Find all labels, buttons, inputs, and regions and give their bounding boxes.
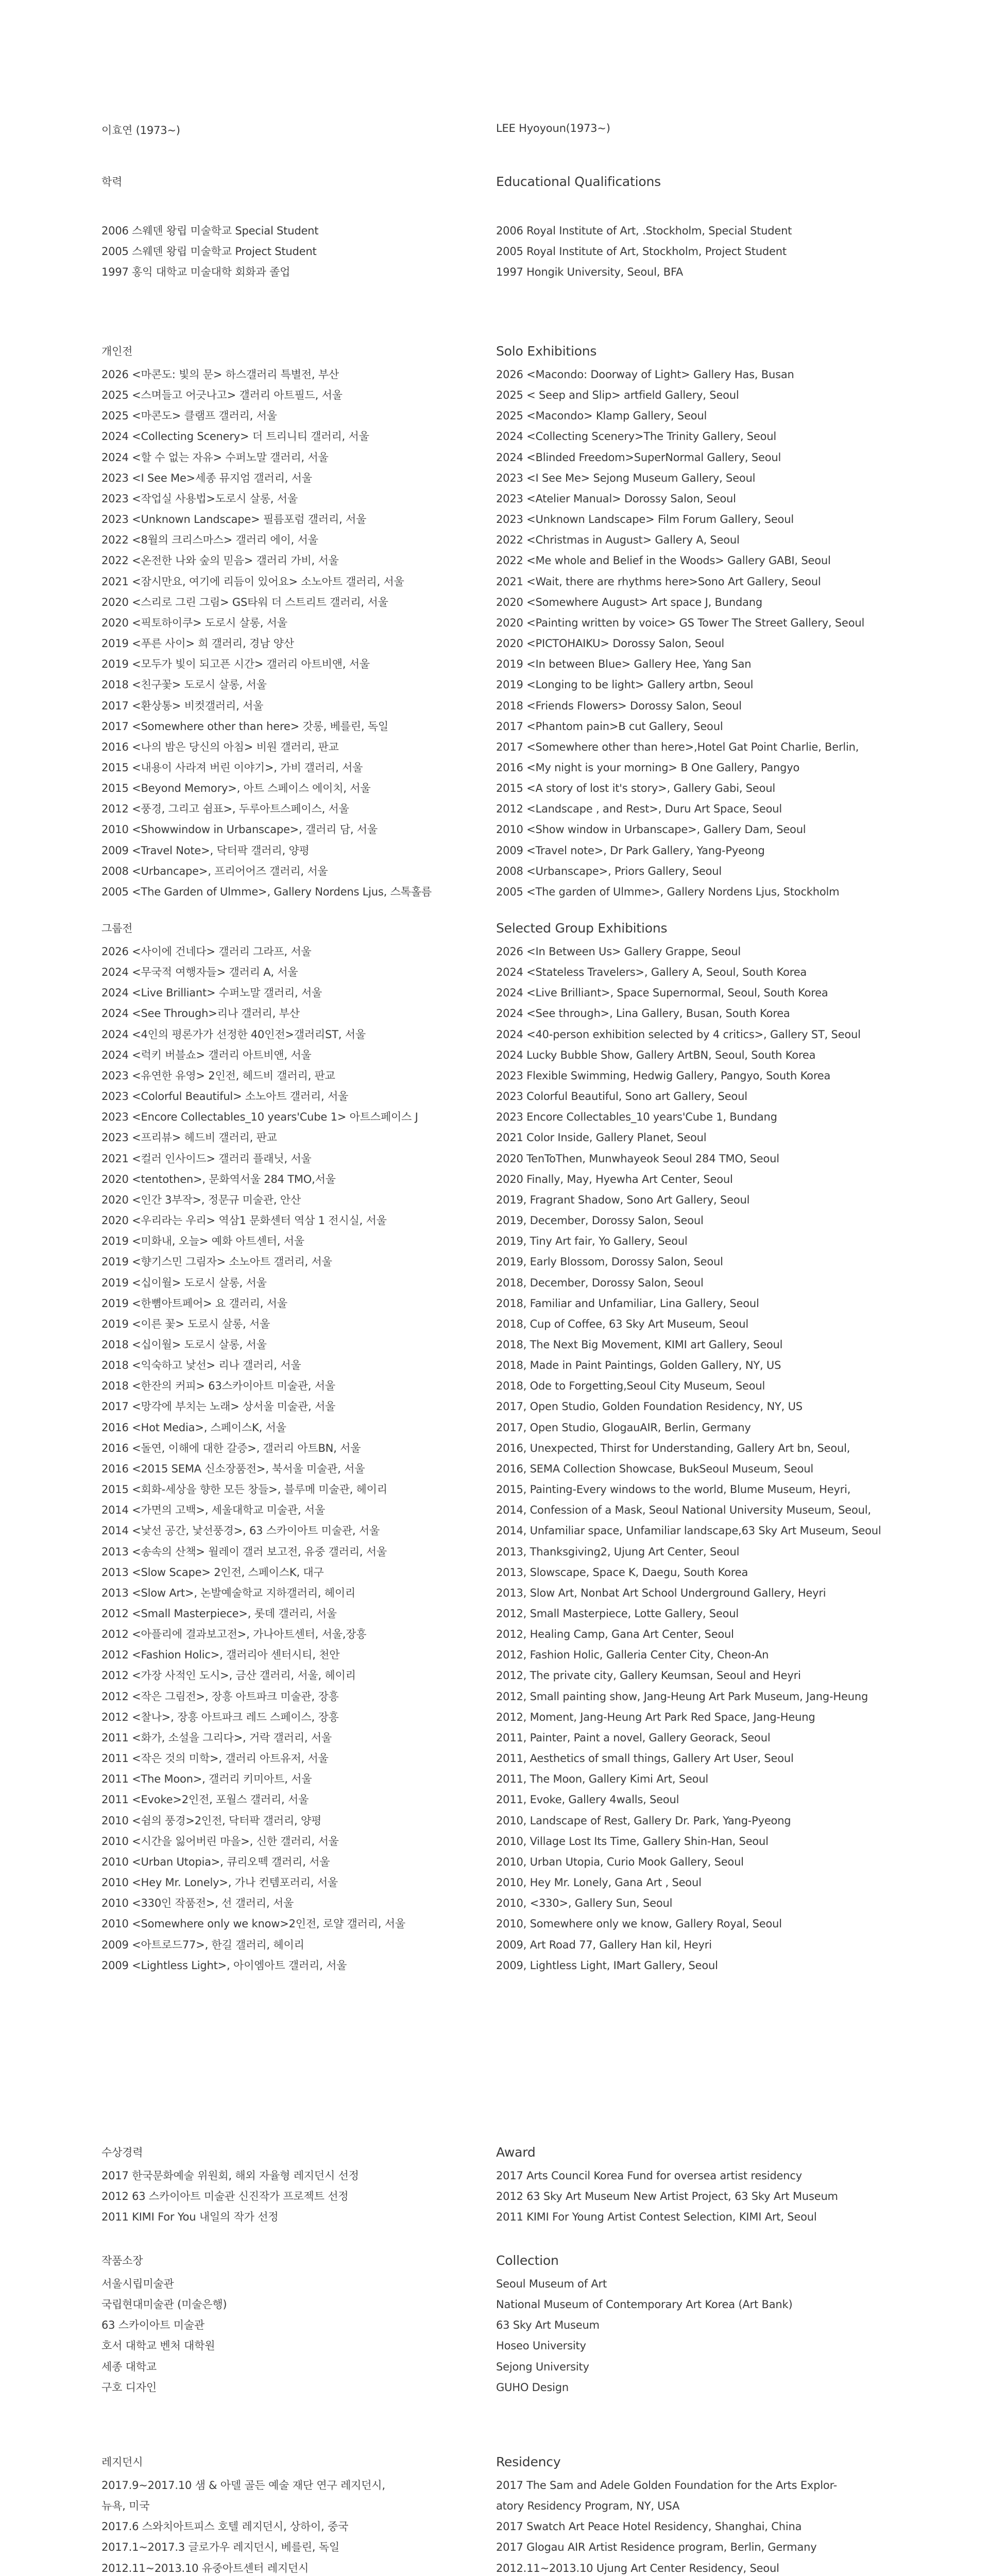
section-title: Residency bbox=[496, 2454, 561, 2469]
list-item: 2019, December, Dorossy Salon, Seoul bbox=[496, 1214, 704, 1227]
list-item: 2006 Royal Institute of Art, .Stockholm, Special Student bbox=[496, 225, 792, 237]
list-item: 2026 <Macondo: Doorway of Light> Gallery Has, Busan bbox=[496, 368, 794, 381]
list-item: 2018 <친구꽃> 도로시 살롱, 서울 bbox=[101, 679, 267, 691]
list-item: 2008 <Urbanscape>, Priors Gallery, Seoul bbox=[496, 865, 722, 877]
section-title: Award bbox=[496, 2145, 536, 2160]
list-item: 2017 한국문화예술 위원회, 해외 자율형 레지던시 선정 bbox=[101, 2170, 359, 2182]
section-title: 레지던시 bbox=[101, 2456, 143, 2468]
list-item: 2018 <한잔의 커피> 63스카이아트 미술관, 서울 bbox=[101, 1380, 335, 1393]
list-item: 1997 홍익 대학교 미술대학 회화과 졸업 bbox=[101, 266, 291, 279]
list-item: 2023 <I See Me>세종 뮤지엄 갤러리, 서울 bbox=[101, 471, 312, 484]
list-item: 2012, Moment, Jang-Heung Art Park Red Space, Jang-Heung bbox=[496, 1710, 815, 1723]
list-item: 2025 <Macondo> Klamp Gallery, Seoul bbox=[496, 410, 707, 422]
list-item: 2009 <아트로드77>, 한길 갤러리, 헤이리 bbox=[101, 1938, 304, 1951]
list-item: 2023 <유연한 유영> 2인전, 헤드비 갤러리, 판교 bbox=[101, 1069, 335, 1082]
list-item: 2010 <330인 작품전>, 선 갤러리, 서울 bbox=[101, 1897, 294, 1910]
list-item: 2009 <Travel note>, Dr Park Gallery, Yang-Pyeong bbox=[496, 844, 765, 857]
list-item: 2021 <Wait, there are rhythms here>Sono Art Gallery, Seoul bbox=[496, 575, 821, 588]
list-item: 2024 <Stateless Travelers>, Gallery A, Seoul, South Korea bbox=[496, 966, 807, 979]
list-item: 2024 <Blinded Freedom>SuperNormal Gallery, Seoul bbox=[496, 451, 781, 464]
education-list bbox=[101, 221, 462, 282]
list-item: 2009, Lightless Light, IMart Gallery, Seoul bbox=[496, 1959, 718, 1972]
list-item: 2011 <작은 것의 미학>, 갤러리 아트유저, 서울 bbox=[101, 1752, 329, 1765]
solo-section-ko bbox=[101, 344, 462, 902]
artist-name-ko: 이효연 (1973~) bbox=[101, 124, 180, 137]
list-item: 2005 <The garden of Ulmme>, Gallery Nordens Ljus, Stockholm bbox=[496, 885, 840, 898]
list-item: Seoul Museum of Art bbox=[496, 2278, 607, 2290]
list-item: 2010 <Somewhere only we know>2인전, 로얄 갤러리, 서울 bbox=[101, 1918, 405, 1930]
list-item: 2018, The Next Big Movement, KIMI art Gallery, Seoul bbox=[496, 1338, 783, 1351]
list-item: 뉴욕, 미국 bbox=[101, 2500, 150, 2513]
list-item: 2019 <Longing to be light> Gallery artbn, Seoul bbox=[496, 679, 754, 691]
list-item: 2023 Flexible Swimming, Hedwig Gallery, Pangyo, South Korea bbox=[496, 1069, 831, 1082]
list-item: 2011 KIMI For Young Artist Contest Selection, KIMI Art, Seoul bbox=[496, 2211, 817, 2224]
list-item: Hoseo University bbox=[496, 2340, 586, 2352]
list-item: 2019 <미화내, 오늘> 예화 아트센터, 서울 bbox=[101, 1235, 304, 1248]
section-title: Collection bbox=[496, 2253, 559, 2268]
list-item: 2010, Landscape of Rest, Gallery Dr. Park, Yang-Pyeong bbox=[496, 1814, 791, 1827]
list-item: 2020 <픽토하이쿠> 도로시 살롱, 서울 bbox=[101, 616, 287, 629]
group-section-en bbox=[496, 921, 881, 1976]
list-item: 호서 대학교 벤처 대학원 bbox=[101, 2340, 215, 2352]
list-item: 2012.11~2013.10 유중아트센터 레지던시 bbox=[101, 2562, 309, 2574]
list-item: 2019, Fragrant Shadow, Sono Art Gallery, Seoul bbox=[496, 1193, 750, 1206]
list-item: 2024 <Live Brilliant> 수퍼노말 갤러리, 서울 bbox=[101, 987, 322, 999]
education-section-en bbox=[496, 174, 857, 282]
list-item: 2013 <Slow Art>, 논발예술학교 지하갤러리, 헤이리 bbox=[101, 1586, 355, 1599]
list-item: 2018 <Friends Flowers> Dorossy Salon, Seoul bbox=[496, 699, 742, 712]
list-item: 2010 <시간을 잃어버린 마을>, 신한 갤러리, 서울 bbox=[101, 1835, 339, 1848]
list-item: 2025 <마콘도> 클램프 갤러리, 서울 bbox=[101, 410, 277, 422]
list-item: 2024 <Collecting Scenery> 더 트리니티 갤러리, 서울 bbox=[101, 430, 369, 443]
list-item: 2012, Fashion Holic, Galleria Center City, Cheon-An bbox=[496, 1649, 769, 1662]
list-item: 2010, Hey Mr. Lonely, Gana Art , Seoul bbox=[496, 1876, 702, 1889]
list-item: 2010 <Showwindow in Urbanscape>, 갤러리 담, 서울 bbox=[101, 823, 378, 836]
list-item: 2012, Small Masterpiece, Lotte Gallery, Seoul bbox=[496, 1607, 739, 1620]
list-item: 2013, Slowscape, Space K, Daegu, South Korea bbox=[496, 1566, 748, 1579]
list-item: 2010, <330>, Gallery Sun, Seoul bbox=[496, 1897, 673, 1910]
list-item: 2018, Made in Paint Paintings, Golden Gallery, NY, US bbox=[496, 1359, 781, 1372]
list-item: 2005 <The Garden of Ulmme>, Gallery Nordens Ljus, 스톡홀름 bbox=[101, 885, 432, 898]
list-item: 2017.1~2017.3 글로가우 레지던시, 베를린, 독일 bbox=[101, 2541, 339, 2554]
list-item: 2012 63 Sky Art Museum New Artist Project, 63 Sky Art Museum bbox=[496, 2190, 838, 2203]
list-item: 2019, Early Blossom, Dorossy Salon, Seoul bbox=[496, 1256, 723, 1268]
list-item: 국립현대미술관 (미술은행) bbox=[101, 2298, 227, 2311]
list-item: 2012, The private city, Gallery Keumsan, Seoul and Heyri bbox=[496, 1669, 801, 1682]
list-item: 2005 스웨덴 왕립 미술학교 Project Student bbox=[101, 245, 317, 258]
list-item: National Museum of Contemporary Art Korea (Art Bank) bbox=[496, 2298, 793, 2311]
list-item: 2012 <Landscape , and Rest>, Duru Art Space, Seoul bbox=[496, 803, 782, 816]
list-item: 2012 <가장 사적인 도시>, 금산 갤러리, 서울, 헤이리 bbox=[101, 1669, 356, 1682]
list-item: 2024 <See Through>리나 갤러리, 부산 bbox=[101, 1007, 300, 1020]
list-item: 2018, Cup of Coffee, 63 Sky Art Museum, Seoul bbox=[496, 1317, 748, 1330]
list-item: 2017 <Somewhere other than here> 갓롱, 베를린, 독일 bbox=[101, 720, 388, 733]
list-item: atory Residency Program, NY, USA bbox=[496, 2500, 680, 2513]
list-item: 2024 <럭키 버블쇼> 갤러리 아트비앤, 서울 bbox=[101, 1048, 312, 1061]
list-item: 2017 <망각에 부치는 노래> 상서울 미술관, 서울 bbox=[101, 1400, 336, 1413]
list-item: 2020 Finally, May, Hyewha Art Center, Seoul bbox=[496, 1173, 733, 1185]
list-item: 구호 디자인 bbox=[101, 2381, 157, 2394]
list-item: 2023 <I See Me> Sejong Museum Gallery, Seoul bbox=[496, 471, 756, 484]
list-item: 2006 스웨덴 왕립 미술학교 Special Student bbox=[101, 225, 319, 237]
list-item: 2018 <익숙하고 낯선> 리나 갤러리, 서울 bbox=[101, 1359, 301, 1372]
list-item: 63 스카이아트 미술관 bbox=[101, 2319, 204, 2332]
list-item: 2023 Colorful Beautiful, Sono art Gallery, Seoul bbox=[496, 1090, 747, 1103]
list-item: 2024 <할 수 없는 자유> 수퍼노말 갤러리, 서울 bbox=[101, 451, 329, 464]
list-item: 2019 <향기스민 그림자> 소노아트 갤러리, 서울 bbox=[101, 1256, 332, 1268]
list-item: 2026 <In Between Us> Gallery Grappe, Seoul bbox=[496, 945, 741, 958]
list-item: 2024 Lucky Bubble Show, Gallery ArtBN, Seoul, South Korea bbox=[496, 1048, 816, 1061]
list-item: 2017 Arts Council Korea Fund for oversea artist residency bbox=[496, 2170, 802, 2182]
list-item: 2023 <Encore Collectables_10 years'Cube 1> 아트스페이스 J bbox=[101, 1111, 418, 1124]
list-item: 2019, Tiny Art fair, Yo Gallery, Seoul bbox=[496, 1235, 688, 1248]
list-item: 2023 <Atelier Manual> Dorossy Salon, Seoul bbox=[496, 492, 736, 505]
group-list bbox=[101, 941, 462, 1976]
list-item: 서울시립미술관 bbox=[101, 2278, 174, 2290]
list-item: 2016 <Hot Media>, 스페이스K, 서울 bbox=[101, 1421, 286, 1434]
list-item: 2009 <Travel Note>, 닥터팍 갤러리, 양평 bbox=[101, 844, 310, 857]
list-item: 2011 <The Moon>, 갤러리 키미아트, 서울 bbox=[101, 1773, 312, 1786]
list-item: 2011 <Evoke>2인전, 포월스 갤러리, 서울 bbox=[101, 1793, 309, 1806]
section-title: 그룹전 bbox=[101, 922, 133, 935]
list-item: 2012 <작은 그림전>, 장흥 아트파크 미술관, 장흥 bbox=[101, 1690, 339, 1703]
list-item: 2026 <사이에 건네다> 갤러리 그라프, 서울 bbox=[101, 945, 312, 958]
list-item: 2019 <푸른 사이> 희 갤러리, 경남 양산 bbox=[101, 637, 294, 650]
list-item: 2019 <모두가 빛이 되고픈 시간> 갤러리 아트비앤, 서울 bbox=[101, 658, 370, 671]
list-item: 2012 <찰나>, 장흥 아트파크 레드 스페이스, 장흥 bbox=[101, 1710, 339, 1723]
list-item: 2025 < Seep and Slip> artfield Gallery, Seoul bbox=[496, 389, 739, 402]
list-item: 2020 <인간 3부작>, 정문규 미술관, 안산 bbox=[101, 1193, 301, 1206]
list-item: 2009 <Lightless Light>, 아이엠아트 갤러리, 서울 bbox=[101, 1959, 347, 1972]
list-item: 2016, SEMA Collection Showcase, BukSeoul Museum, Seoul bbox=[496, 1462, 814, 1475]
list-item: 2017.9~2017.10 샘 & 아델 골든 예술 재단 연구 레지던시, bbox=[101, 2479, 385, 2492]
list-item: 2005 Royal Institute of Art, Stockholm, Project Student bbox=[496, 245, 787, 258]
list-item: 2024 <Collecting Scenery>The Trinity Gallery, Seoul bbox=[496, 430, 777, 443]
list-item: 2020 TenToThen, Munwhayeok Seoul 284 TMO, Seoul bbox=[496, 1152, 779, 1165]
list-item: 2010 <Urban Utopia>, 큐리오떽 갤러리, 서울 bbox=[101, 1855, 330, 1868]
list-item: 2016 <2015 SEMA 신소장품전>, 북서울 미술관, 서울 bbox=[101, 1462, 365, 1475]
residency-section-en bbox=[496, 2454, 857, 2576]
list-item: 2010, Urban Utopia, Curio Mook Gallery, Seoul bbox=[496, 1855, 744, 1868]
artist-name-en: LEE Hyoyoun(1973~) bbox=[496, 122, 610, 134]
solo-list bbox=[496, 364, 865, 902]
list-item: 2017 Glogau AIR Artist Residence program, Berlin, Germany bbox=[496, 2541, 817, 2554]
list-item: 세종 대학교 bbox=[101, 2360, 157, 2373]
list-item: 2022 <Christmas in August> Gallery A, Seoul bbox=[496, 534, 740, 547]
list-item: 2017 <환상통> 비컷갤러리, 서울 bbox=[101, 699, 264, 712]
solo-section-en bbox=[496, 344, 865, 902]
list-item: 2021 Color Inside, Gallery Planet, Seoul bbox=[496, 1131, 707, 1144]
list-item: 2014 <낯선 공간, 낯선풍경>, 63 스카이아트 미술관, 서울 bbox=[101, 1524, 380, 1537]
list-item: 2023 <프리뷰> 헤드비 갤러리, 판교 bbox=[101, 1131, 277, 1144]
list-item: 2019 <이른 꽃> 도로시 살롱, 서울 bbox=[101, 1317, 270, 1330]
list-item: 2012 <Small Masterpiece>, 롯데 갤러리, 서울 bbox=[101, 1607, 337, 1620]
group-list bbox=[496, 941, 881, 1976]
list-item: 2018, Ode to Forgetting,Seoul City Museum, Seoul bbox=[496, 1380, 765, 1393]
list-item: 2011 KIMI For You 내일의 작가 선정 bbox=[101, 2211, 279, 2224]
section-title: Solo Exhibitions bbox=[496, 344, 597, 359]
section-title: 수상경력 bbox=[101, 2146, 143, 2159]
section-title: 개인전 bbox=[101, 345, 133, 358]
list-item: 2011, The Moon, Gallery Kimi Art, Seoul bbox=[496, 1773, 709, 1786]
award-section-ko bbox=[101, 2145, 462, 2227]
list-item: 2011, Painter, Paint a novel, Gallery Georack, Seoul bbox=[496, 1731, 771, 1744]
list-item: 2017, Open Studio, Golden Foundation Residency, NY, US bbox=[496, 1400, 803, 1413]
list-item: 2014, Confession of a Mask, Seoul National University Museum, Seoul, bbox=[496, 1504, 871, 1517]
list-item: 2016, Unexpected, Thirst for Understanding, Gallery Art bn, Seoul, bbox=[496, 1442, 850, 1454]
list-item: 2015 <Beyond Memory>, 아트 스페이스 에이치, 서울 bbox=[101, 782, 371, 795]
list-item: 2021 <컬러 인사이드> 갤러리 플래닛, 서울 bbox=[101, 1152, 312, 1165]
list-item: 2013, Slow Art, Nonbat Art School Underground Gallery, Heyri bbox=[496, 1586, 826, 1599]
list-item: 2012 63 스카이아트 미술관 신진작가 프로젝트 선정 bbox=[101, 2190, 349, 2203]
section-title: 학력 bbox=[101, 176, 123, 188]
list-item: 2024 <4인의 평론가가 선정한 40인전>갤러리ST, 서울 bbox=[101, 1028, 366, 1041]
list-item: 2013, Thanksgiving2, Ujung Art Center, Seoul bbox=[496, 1545, 740, 1558]
list-item: 2020 <Somewhere August> Art space J, Bundang bbox=[496, 596, 762, 608]
list-item: 2015 <회화-세상을 향한 모든 창들>, 블루메 미술관, 헤이리 bbox=[101, 1483, 387, 1496]
list-item: 2020 <우리라는 우리> 역삼1 문화센터 역삼 1 전시실, 서울 bbox=[101, 1214, 387, 1227]
list-item: 2022 <Me whole and Belief in the Woods> Gallery GABI, Seoul bbox=[496, 554, 831, 567]
list-item: 2024 <See through>, Lina Gallery, Busan, South Korea bbox=[496, 1007, 790, 1020]
list-item: 2015 <내용이 사라져 버린 이야기>, 가비 갤러리, 서울 bbox=[101, 761, 363, 774]
list-item: 2012.11~2013.10 Ujung Art Center Residency, Seoul bbox=[496, 2562, 779, 2574]
list-item: 2023 <Unknown Landscape> Film Forum Gallery, Seoul bbox=[496, 513, 794, 526]
residency-list bbox=[496, 2475, 857, 2576]
education-section-ko bbox=[101, 174, 462, 282]
list-item: 2011, Evoke, Gallery 4walls, Seoul bbox=[496, 1793, 679, 1806]
list-item: 2022 <8월의 크리스마스> 갤러리 에이, 서울 bbox=[101, 534, 318, 547]
list-item: 2014 <가면의 고백>, 세울대학교 미술관, 서울 bbox=[101, 1504, 326, 1517]
list-item: 2017 <Phantom pain>B cut Gallery, Seoul bbox=[496, 720, 723, 733]
list-item: 2023 Encore Collectables_10 years'Cube 1, Bundang bbox=[496, 1111, 777, 1124]
list-item: 2014, Unfamiliar space, Unfamiliar landscape,63 Sky Art Museum, Seoul bbox=[496, 1524, 881, 1537]
list-item: 2017 <Somewhere other than here>,Hotel Gat Point Charlie, Berlin, bbox=[496, 740, 859, 753]
list-item: 2012 <아플리에 결과보고전>, 가나아트센터, 서울,장흥 bbox=[101, 1628, 367, 1641]
list-item: 2016 <My night is your morning> B One Gallery, Pangyo bbox=[496, 761, 800, 774]
list-item: 2017 The Sam and Adele Golden Foundation for the Arts Explor- bbox=[496, 2479, 838, 2492]
section-title: Educational Qualifications bbox=[496, 174, 661, 189]
list-item: 2010 <Hey Mr. Lonely>, 가나 컨템포러리, 서울 bbox=[101, 1876, 338, 1889]
list-item: 2015 <A story of lost it's story>, Gallery Gabi, Seoul bbox=[496, 782, 776, 795]
list-item: 2022 <온전한 나와 숲의 믿음> 갤러리 가비, 서울 bbox=[101, 554, 339, 567]
list-item: 2024 <Live Brilliant>, Space Supernormal, Seoul, South Korea bbox=[496, 987, 828, 999]
list-item: 1997 Hongik University, Seoul, BFA bbox=[496, 266, 684, 279]
list-item: 2012 <Fashion Holic>, 갤러리아 센터시티, 천안 bbox=[101, 1649, 340, 1662]
list-item: 2012 <풍경, 그리고 쉼표>, 두루아트스페이스, 서울 bbox=[101, 803, 349, 816]
list-item: 2018 <십이월> 도로시 살롱, 서울 bbox=[101, 1338, 267, 1351]
list-item: 2013 <송속의 산책> 월레이 갤러 보고전, 유중 갤러리, 서울 bbox=[101, 1545, 387, 1558]
residency-section-ko bbox=[101, 2454, 462, 2576]
list-item: 2026 <마콘도: 빛의 문> 하스갤러리 특별전, 부산 bbox=[101, 368, 339, 381]
list-item: 2009, Art Road 77, Gallery Han kil, Heyri bbox=[496, 1938, 712, 1951]
list-item: 2010, Somewhere only we know, Gallery Royal, Seoul bbox=[496, 1918, 782, 1930]
list-item: 2017 Swatch Art Peace Hotel Residency, Shanghai, China bbox=[496, 2520, 802, 2533]
list-item: 2012, Small painting show, Jang-Heung Art Park Museum, Jang-Heung bbox=[496, 1690, 868, 1703]
list-item: 2017.6 스와치아트피스 호텔 레지던시, 상하이, 중국 bbox=[101, 2520, 349, 2533]
list-item: 2011 <화가, 소설을 그리다>, 거락 갤러리, 서울 bbox=[101, 1731, 332, 1744]
list-item: 2010 <Show window in Urbanscape>, Gallery Dam, Seoul bbox=[496, 823, 806, 836]
list-item: 63 Sky Art Museum bbox=[496, 2319, 600, 2332]
list-item: 2012, Healing Camp, Gana Art Center, Seoul bbox=[496, 1628, 734, 1641]
list-item: 2025 <스며들고 어긋나고> 갤러리 아트필드, 서울 bbox=[101, 389, 343, 402]
section-title: 작품소장 bbox=[101, 2255, 143, 2267]
list-item: 2023 <작업실 사용법>도로시 살롱, 서울 bbox=[101, 492, 298, 505]
collection-section-en bbox=[496, 2253, 857, 2398]
solo-list bbox=[101, 364, 462, 902]
collection-list bbox=[101, 2274, 462, 2398]
list-item: 2011, Aesthetics of small things, Gallery Art User, Seoul bbox=[496, 1752, 794, 1765]
award-section-en bbox=[496, 2145, 857, 2227]
residency-list bbox=[101, 2475, 462, 2576]
list-item: 2018, Familiar and Unfamiliar, Lina Gallery, Seoul bbox=[496, 1297, 759, 1310]
list-item: 2020 <PICTOHAIKU> Dorossy Salon, Seoul bbox=[496, 637, 724, 650]
list-item: 2010, Village Lost Its Time, Gallery Shin-Han, Seoul bbox=[496, 1835, 769, 1848]
list-item: 2008 <Urbancape>, 프리어어즈 갤러리, 서울 bbox=[101, 865, 328, 877]
list-item: 2024 <40-person exhibition selected by 4 critics>, Gallery ST, Seoul bbox=[496, 1028, 861, 1041]
list-item: 2018, December, Dorossy Salon, Seoul bbox=[496, 1276, 704, 1289]
list-item: 2017, Open Studio, GlogauAIR, Berlin, Germany bbox=[496, 1421, 751, 1434]
award-list bbox=[101, 2165, 462, 2227]
collection-list bbox=[496, 2274, 857, 2398]
list-item: 2019 <십이월> 도로시 살롱, 서울 bbox=[101, 1276, 267, 1289]
list-item: 2013 <Slow Scape> 2인전, 스페이스K, 대구 bbox=[101, 1566, 324, 1579]
list-item: 2016 <나의 밤은 당신의 아침> 비원 갤러리, 판교 bbox=[101, 740, 339, 753]
list-item: 2020 <Painting written by voice> GS Tower The Street Gallery, Seoul bbox=[496, 616, 865, 629]
section-title: Selected Group Exhibitions bbox=[496, 921, 668, 936]
list-item: 2010 <쉼의 풍경>2인전, 닥터팍 갤러리, 양평 bbox=[101, 1814, 322, 1827]
list-item: 2024 <무국적 여행자들> 갤러리 A, 서울 bbox=[101, 966, 298, 979]
education-list bbox=[496, 221, 857, 282]
list-item: 2020 <스리로 그린 그림> GS타워 더 스트리트 갤러리, 서울 bbox=[101, 596, 388, 608]
list-item: 2019 <한뼘아트페어> 요 갤러리, 서울 bbox=[101, 1297, 287, 1310]
list-item: 2016 <돌연, 이해에 대한 갈증>, 갤러리 아트BN, 서울 bbox=[101, 1442, 361, 1454]
collection-section-ko bbox=[101, 2253, 462, 2398]
list-item: 2015, Painting-Every windows to the world, Blume Museum, Heyri, bbox=[496, 1483, 851, 1496]
list-item: 2020 <tentothen>, 문화역서울 284 TMO,서울 bbox=[101, 1173, 336, 1185]
list-item: GUHO Design bbox=[496, 2381, 569, 2394]
list-item: 2019 <In between Blue> Gallery Hee, Yang San bbox=[496, 658, 752, 671]
list-item: 2023 <Unknown Landscape> 필름포럼 갤러리, 서울 bbox=[101, 513, 367, 526]
list-item: 2021 <잠시만요, 여기에 리듬이 있어요> 소노아트 갤러리, 서울 bbox=[101, 575, 404, 588]
list-item: Sejong University bbox=[496, 2360, 589, 2373]
list-item: 2023 <Colorful Beautiful> 소노아트 갤러리, 서울 bbox=[101, 1090, 349, 1103]
award-list bbox=[496, 2165, 857, 2227]
group-section-ko bbox=[101, 921, 462, 1976]
